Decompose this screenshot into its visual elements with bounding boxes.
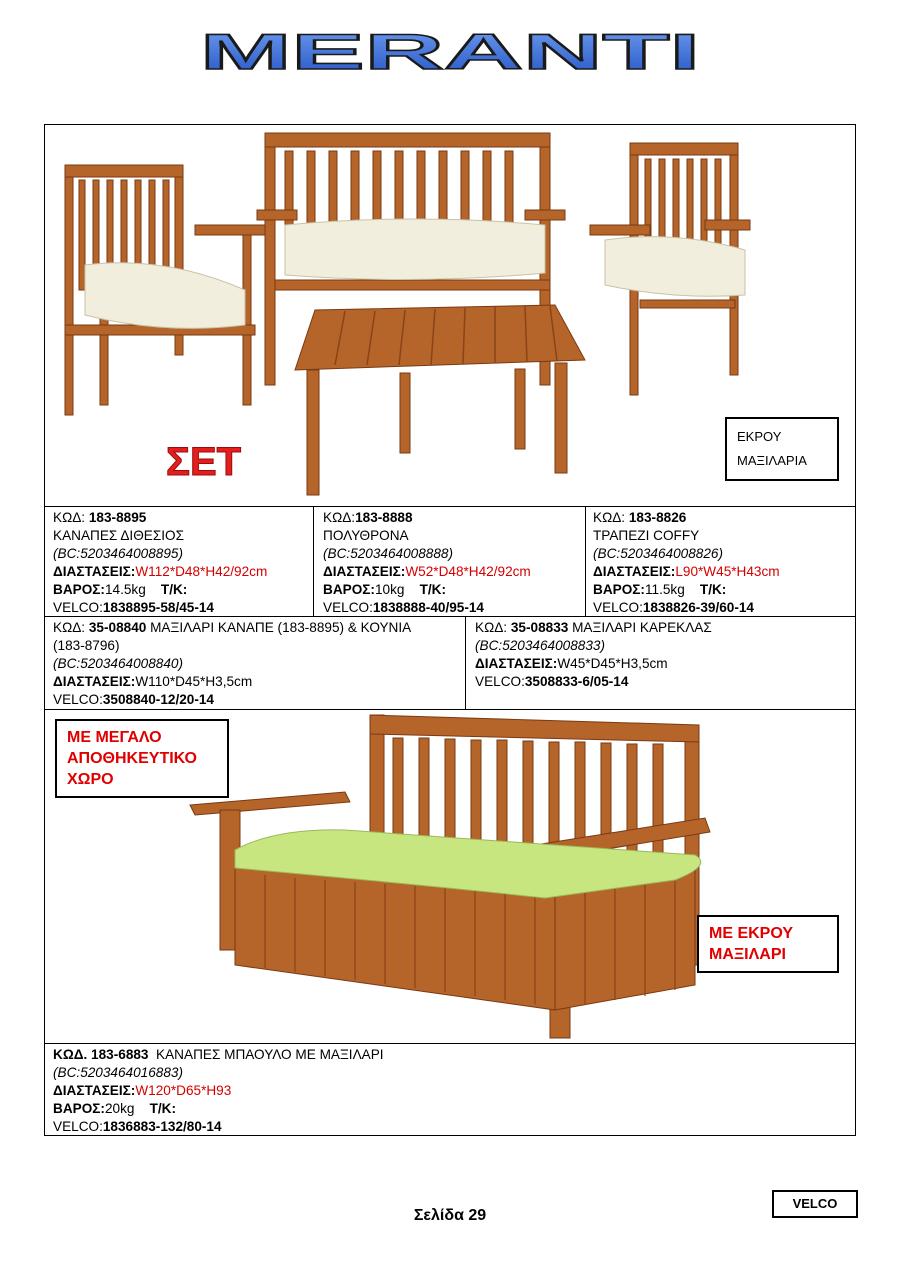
weight-value: 20kg [104, 1101, 135, 1116]
dimensions-value: W45*D45*H3,5cm [557, 656, 668, 671]
dimensions-label: ΔΙΑΣΤΑΣΕΙΣ: [53, 674, 136, 689]
weight-label: ΒΑΡΟΣ: [593, 582, 645, 597]
divider [585, 506, 586, 616]
product-cell-chair-cushion [475, 619, 712, 691]
brand-title [0, 24, 900, 84]
divider [45, 506, 855, 507]
divider [45, 616, 855, 617]
code-label: ΚΩΔ. [53, 1047, 92, 1062]
weight-value: 14.5kg [104, 582, 146, 597]
storage-note-line2: ΑΠΟΘΗΚΕΥΤΙΚΟ [67, 750, 197, 767]
tk-label: Τ/Κ: [149, 1101, 176, 1116]
velco-line [475, 673, 712, 691]
cushions-note-line1: ΕΚΡΟΥ [737, 429, 782, 444]
product-code-line [53, 619, 411, 637]
product-code-line [593, 509, 780, 527]
dimensions-label: ΔΙΑΣΤΑΣΕΙΣ: [53, 1083, 136, 1098]
dimensions-label: ΔΙΑΣΤΑΣΕΙΣ: [593, 564, 676, 579]
weight-line [323, 581, 531, 599]
storage-note-line3: ΧΩΡΟ [67, 771, 114, 788]
divider [465, 616, 466, 709]
product-name: ΠΟΛΥΘΡΟΝΑ [323, 528, 409, 543]
dimensions-line [53, 673, 411, 691]
velco-code: 1838888-40/95-14 [372, 600, 484, 615]
cushion-color-note [697, 915, 839, 973]
dimensions-label: ΔΙΑΣΤΑΣΕΙΣ: [475, 656, 558, 671]
velco-label: VELCO: [323, 600, 373, 615]
code-label: ΚΩΔ: [53, 620, 89, 635]
page-number: Σελίδα 29 [413, 1207, 487, 1224]
velco-label: VELCO: [53, 692, 103, 707]
weight-value: 11.5kg [644, 582, 685, 597]
velco-line [53, 691, 411, 709]
product-cell-sofa-cushion [53, 619, 411, 709]
product-code: 35-08833 [510, 620, 569, 635]
product-code: 183-6883 [91, 1047, 149, 1062]
product-cell-sofa [53, 509, 267, 617]
velco-brand-box: VELCO [772, 1190, 858, 1218]
weight-label: ΒΑΡΟΣ: [53, 582, 105, 597]
product-name: ΜΑΞΙΛΑΡΙ ΚΑΝΑΠΕ (183-8895) & ΚΟΥΝΙΑ [146, 620, 412, 635]
tk-label: Τ/Κ: [160, 582, 188, 597]
velco-code: 3508840-12/20-14 [102, 692, 214, 707]
weight-label: ΒΑΡΟΣ: [323, 582, 375, 597]
barcode: (BC:5203464008840) [53, 656, 183, 671]
product-code: 183-8826 [628, 510, 687, 525]
dimensions-value: W52*D48*H42/92cm [405, 564, 531, 579]
dimensions-line [53, 563, 267, 581]
dimensions-value: W112*D48*H42/92cm [135, 564, 268, 579]
product-code: 183-8895 [88, 510, 147, 525]
code-label: ΚΩΔ: [53, 510, 89, 525]
product-name: ΚΑΝΑΠΕΣ ΜΠΑΟΥΛΟ ΜΕ ΜΑΞΙΛΑΡΙ [148, 1047, 384, 1062]
product-code-line [53, 1046, 384, 1064]
divider [45, 1043, 855, 1044]
dimensions-line [53, 1082, 384, 1100]
weight-line [593, 581, 780, 599]
product-cell-table [593, 509, 780, 617]
dimensions-value: L90*W45*H43cm [675, 564, 780, 579]
product-name: ΚΑΝΑΠΕΣ ΔΙΘΕΣΙΟΣ [53, 528, 184, 543]
cushions-note-line2: ΜΑΞΙΛΑΡΙΑ [737, 453, 807, 468]
barcode: (BC:5203464008888) [323, 546, 453, 561]
velco-code: 1838826-39/60-14 [642, 600, 754, 615]
tk-label: Τ/Κ: [699, 582, 727, 597]
product-name: ΜΑΞΙΛΑΡΙ ΚΑΡΕΚΛΑΣ [568, 620, 712, 635]
dimensions-value: W120*D65*H93 [135, 1083, 232, 1098]
weight-line [53, 1100, 384, 1118]
product-name: ΤΡΑΠΕΖΙ COFFY [593, 528, 700, 543]
dimensions-line [593, 563, 780, 581]
product-code-line [475, 619, 712, 637]
barcode: (BC:5203464008826) [593, 546, 723, 561]
brand-title-text: MERANTI [200, 24, 700, 80]
product-code: 35-08840 [88, 620, 147, 635]
code-label: ΚΩΔ: [323, 510, 356, 525]
barcode: (BC:5203464008895) [53, 546, 183, 561]
velco-line [53, 599, 267, 617]
product-code: 183-8888 [355, 510, 413, 525]
storage-note-line1: ΜΕ ΜΕΓΑΛΟ [67, 729, 162, 746]
weight-label: ΒΑΡΟΣ: [53, 1101, 105, 1116]
weight-line [53, 581, 267, 599]
velco-code: 1838895-58/45-14 [102, 600, 214, 615]
product-code-line [323, 509, 531, 527]
dimensions-line [475, 655, 712, 673]
dimensions-value: W110*D45*H3,5cm [135, 674, 253, 689]
storage-note [55, 719, 229, 798]
velco-code: 3508833-6/05-14 [524, 674, 629, 689]
velco-line [593, 599, 780, 617]
code-label: ΚΩΔ: [475, 620, 511, 635]
product-code-line [53, 509, 267, 527]
code-label: ΚΩΔ: [593, 510, 629, 525]
product-name-cont: (183-8796) [53, 638, 120, 653]
velco-line [323, 599, 531, 617]
velco-line [53, 1118, 384, 1136]
barcode: (BC:5203464016883) [53, 1065, 183, 1080]
dimensions-line [323, 563, 531, 581]
divider [313, 506, 314, 616]
tk-label: Τ/Κ: [419, 582, 446, 597]
velco-label: VELCO: [53, 600, 103, 615]
velco-label: VELCO: [53, 1119, 103, 1134]
cushion-note-line1: ΜΕ ΕΚΡΟΥ [709, 925, 794, 942]
product-cell-storage-bench [53, 1046, 384, 1136]
weight-value: 10kg [374, 582, 405, 597]
velco-code: 1836883-132/80-14 [102, 1119, 222, 1134]
cushions-note [725, 417, 839, 481]
dimensions-label: ΔΙΑΣΤΑΣΕΙΣ: [323, 564, 406, 579]
barcode: (BC:5203464008833) [475, 638, 605, 653]
dimensions-label: ΔΙΑΣΤΑΣΕΙΣ: [53, 564, 136, 579]
velco-label: VELCO: [593, 600, 643, 615]
velco-label: VELCO: [475, 674, 525, 689]
cushion-note-line2: ΜΑΞΙΛΑΡΙ [709, 946, 786, 963]
catalog-frame [44, 124, 856, 1136]
set-badge: ΣΕΤ [166, 440, 242, 484]
product-cell-armchair [323, 509, 531, 617]
